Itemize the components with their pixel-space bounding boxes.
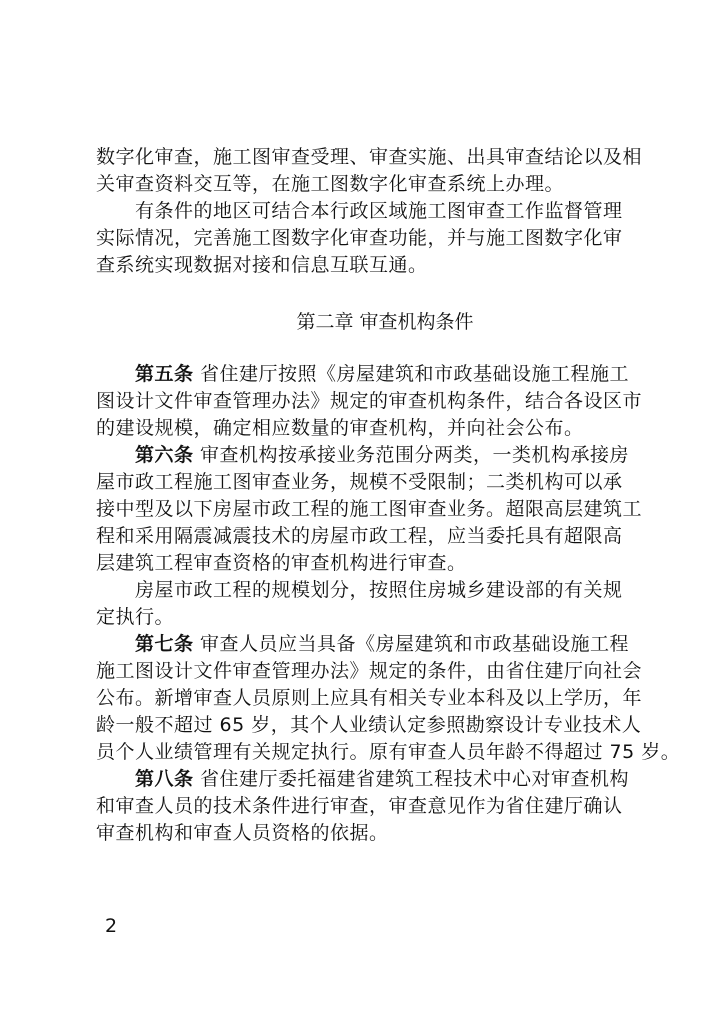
document-body	[96, 144, 681, 847]
text-line: 数字化审查，施工图审查受理、审查实施、出具审查结论以及相	[96, 146, 643, 168]
text-line: 接中型及以下房屋市政工程的施工图审查业务。超限高层建筑工	[96, 498, 643, 520]
article-6-text: 审查机构按承接业务范围分两类，一类机构承接房	[193, 444, 630, 466]
text-line: 关审查资料交互等，在施工图数字化审查系统上办理。	[96, 173, 565, 195]
article-6-label: 第六条	[135, 444, 194, 466]
article-7-label: 第七条	[135, 633, 194, 655]
text-line: 图设计文件审查管理办法》规定的审查机构条件，结合各设区市	[96, 390, 643, 412]
text-line: 定执行。	[96, 606, 175, 628]
text-line: 实际情况，完善施工图数字化审查功能，并与施工图数字化审	[96, 227, 623, 249]
text-line: 查系统实现数据对接和信息互联互通。	[96, 254, 428, 276]
text-line: 员个人业绩管理有关规定执行。原有审查人员年龄不得超过 75 岁。	[96, 741, 681, 763]
article-8-label: 第八条	[135, 768, 194, 790]
text-line: 的建设规模，确定相应数量的审查机构，并向社会公布。	[96, 417, 584, 439]
text-line: 和审查人员的技术条件进行审查，审查意见作为省住建厅确认	[96, 795, 623, 817]
text-line: 程和采用隔震减震技术的房屋市政工程，应当委托具有超限高	[96, 525, 623, 547]
chapter-title: 第二章 审查机构条件	[296, 311, 474, 333]
page-number: 2	[105, 915, 118, 937]
article-7-text: 审查人员应当具备《房屋建筑和市政基础设施工程	[193, 633, 630, 655]
text-line: 公布。新增审查人员原则上应具有相关专业本科及以上学历，年	[96, 687, 643, 709]
text-line: 层建筑工程审查资格的审查机构进行审查。	[96, 552, 467, 574]
article-5-first-line	[96, 361, 644, 388]
text-line: 龄一般不超过 65 岁，其个人业绩认定参照勘察设计专业技术人	[96, 714, 642, 736]
article-8-text: 省住建厅委托福建省建筑工程技术中心对审查机构	[193, 768, 630, 790]
article-5-label: 第五条	[135, 363, 194, 385]
article-6-first-line	[96, 442, 644, 469]
text-line: 房屋市政工程的规模划分，按照住房城乡建设部的有关规	[135, 579, 623, 601]
text-line: 屋市政工程施工图审查业务，规模不受限制；二类机构可以承	[96, 471, 623, 493]
text-line: 施工图设计文件审查管理办法》规定的条件，由省住建厅向社会	[96, 660, 643, 682]
article-7-first-line	[96, 631, 644, 658]
article-5-text: 省住建厅按照《房屋建筑和市政基础设施工程施工	[193, 363, 630, 385]
article-8-first-line	[96, 766, 644, 793]
text-line: 审查机构和审查人员资格的依据。	[96, 822, 389, 844]
text-line: 有条件的地区可结合本行政区域施工图审查工作监督管理	[135, 200, 623, 222]
